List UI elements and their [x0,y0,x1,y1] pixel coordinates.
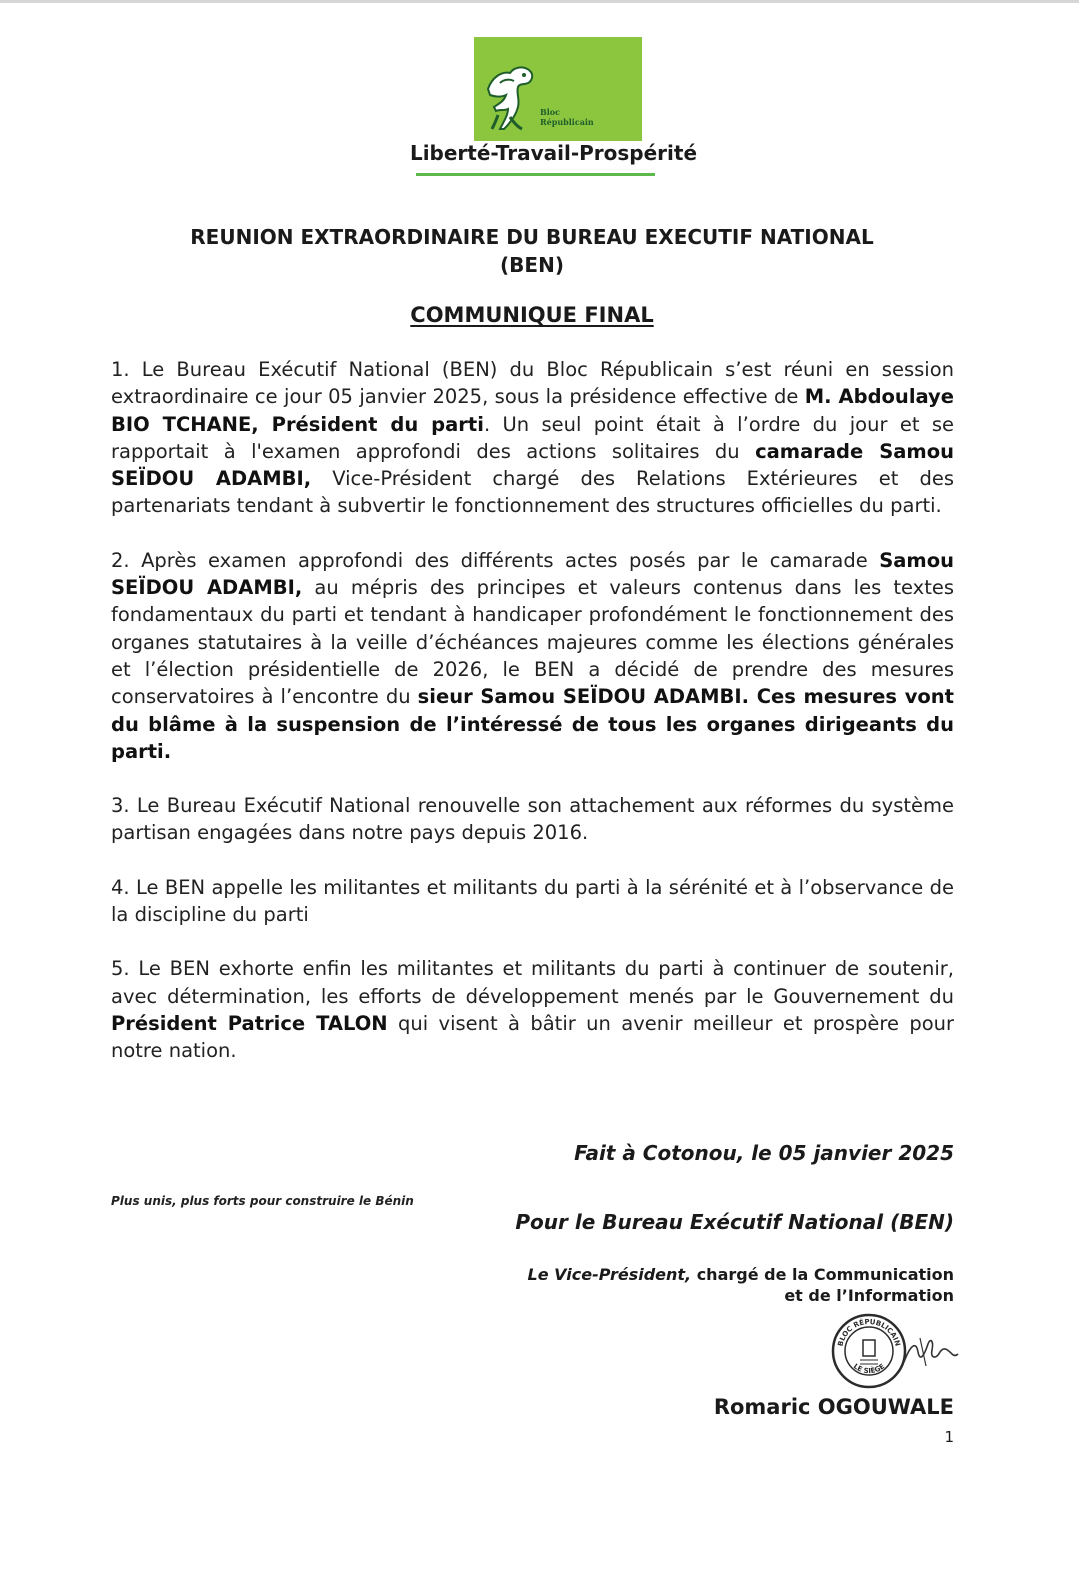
p2-text-a: 2. Après examen approfondi des différents actes posés par le camarade [111,548,880,572]
party-logo [474,37,642,141]
logo-caption [540,107,594,127]
role-line1 [528,1264,954,1285]
paragraph-3: 3. Le Bureau Exécutif National renouvelle son attachement aux réformes du système partisan engagées dans notre pays depuis 2016. [111,794,954,845]
role-title-rest: chargé de la Communication [691,1265,954,1284]
document-subheading: COMMUNIQUE FINAL [410,303,654,327]
p1-text-c: . Un seul point était à l’ordre du jour et se rapportait à l'examen approfondi des actions solitaires du [111,412,954,463]
logo-caption-line2: Républicain [540,117,594,127]
role-title: Le Vice-Président, [527,1265,692,1284]
p5-bold-president: Président Patrice TALON [111,1011,388,1035]
paragraph-2 [111,547,954,765]
paragraph-5 [111,955,954,1064]
seal-text-bottom: LE SIÈGE [851,1362,887,1376]
handwritten-signature [900,1326,960,1376]
party-seal-icon [830,1312,908,1390]
signer-name: Romaric OGOUWALE [713,1395,954,1419]
document-heading [130,223,934,279]
heading-line2: (BEN) [500,253,564,277]
p5-text-c: qui visent à bâtir un avenir meilleur et prospère pour notre nation. [111,1011,955,1063]
motto-underline [416,173,655,176]
p1-text-a: 1. Le Bureau Exécutif National (BEN) du Bloc Républicain s’est réuni en session extraordinaire ce jour 05 janvier 2025, sous la présidence effective de [111,358,954,409]
seal-text-top: BLOC RÉPUBLICAIN [836,1317,902,1348]
p2-text-c: au mépris des principes et valeurs contenus dans les textes fondamentaux du parti et tendant à handicaper profondément le fonctionnement des organes statutaires à la veille d’échéances majeures comme les élections générales et l’élection présidentielle de 2026, le BEN a décidé de prendre des mesures conservatoires à l’encontre du [111,576,955,709]
for-bureau-line: Pour le Bureau Exécutif National (BEN) [515,1210,954,1234]
heading-line1: REUNION EXTRAORDINAIRE DU BUREAU EXECUTIF NATIONAL [190,225,874,249]
p1-bold-comrade: camarade Samou SEÏDOU ADAMBI, [111,439,955,491]
p1-text-e: Vice-Président chargé des Relations Extérieures et des partenariats tendant à subvertir le fonctionnement des structures officielles du parti. [111,467,954,518]
paragraph-1 [111,356,954,520]
communique-body [111,356,954,1092]
place-and-date: Fait à Cotonou, le 05 janvier 2025 [574,1141,954,1165]
p2-bold-name: Samou SEÏDOU ADAMBI, [111,548,954,600]
party-motto: Liberté-Travail-Prospérité [409,141,698,165]
top-border [0,0,1079,3]
logo-caption-line1: Bloc [540,107,561,117]
paragraph-4: 4. Le BEN appelle les militantes et militants du parti à la sérénité et à l’observance de la discipline du parti [111,875,954,927]
p5-text-a: 5. Le BEN exhorte enfin les militantes et militants du parti à continuer de soutenir, avec détermination, les efforts de développement menés par le Gouvernement du [111,957,954,1008]
signer-role [528,1264,954,1306]
p2-bold-measures: sieur Samou SEÏDOU ADAMBI. Ces mesures vont du blâme à la suspension de l’intéressé de tous les organes dirigeants du parti. [111,685,955,763]
page-number: 1 [944,1428,954,1446]
p1-bold-president: M. Abdoulaye BIO TCHANE, Président du parti [111,385,954,436]
role-line2: et de l’Information [784,1286,954,1305]
party-tagline: Plus unis, plus forts pour construire le Bénin [111,1194,414,1208]
